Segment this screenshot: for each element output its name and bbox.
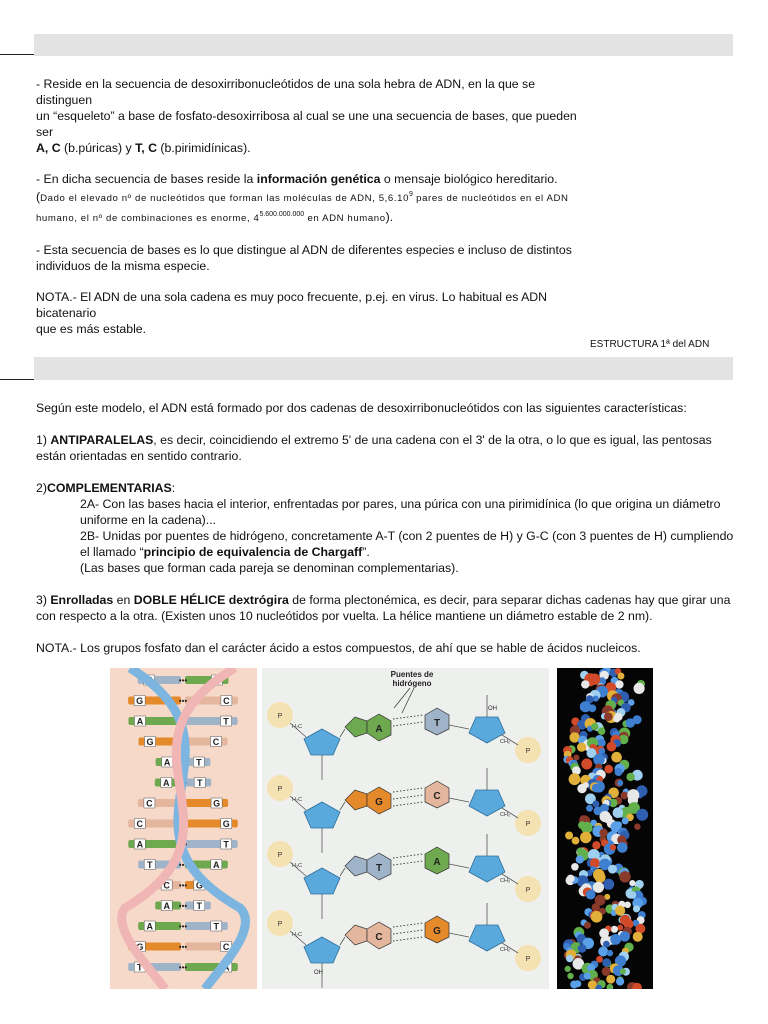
atom-sphere	[617, 673, 624, 680]
base-left-letter: T	[375, 863, 383, 874]
atom-sphere	[606, 975, 615, 984]
h2c-label: H₂C	[292, 932, 303, 938]
helix-letter-right: T	[223, 839, 229, 850]
base-left-letter: C	[375, 932, 383, 943]
nota-1: NOTA.- El ADN de una sola cadena es muy poco frecuente, p.ej. en virus. Lo habitual es ADN bicatenario que es más estable.	[36, 290, 548, 337]
atom-sphere	[566, 955, 573, 962]
atom-sphere	[599, 829, 607, 837]
atom-sphere	[588, 704, 596, 712]
atom-sphere	[577, 743, 586, 752]
chem-title-line2: hidrógeno	[392, 679, 432, 688]
atom-sphere	[610, 844, 616, 850]
phosphate-left-label: P	[277, 786, 283, 793]
atom-sphere	[629, 880, 635, 886]
helix-letter-left: C	[163, 880, 170, 891]
atom-sphere	[610, 934, 621, 945]
phosphate-left-label: P	[277, 713, 283, 720]
helix-hydrogen-bonds: •••	[178, 963, 188, 972]
atom-sphere	[586, 805, 593, 812]
base-pairing-diagram	[262, 668, 549, 989]
atom-sphere	[567, 973, 573, 979]
helix-letter-right: C	[212, 737, 220, 747]
helix-letter-left: A	[163, 901, 170, 911]
base-left-letter: A	[375, 724, 383, 735]
atom-sphere	[604, 765, 613, 774]
ch2-label: CH₂	[500, 739, 511, 745]
phosphate-right-label: P	[525, 956, 531, 963]
atom-sphere	[611, 926, 618, 933]
item-2c: (Las bases que forman cada pareja se denominan complementarias).	[80, 561, 459, 575]
item-2b: 2B- Unidas por puentes de hidrógeno, concretamente A-T (con 2 puentes de H) y G-C (con 3 puentes de H) cumpliendo el llamado “principio de equivalencia de Chargaff”.	[80, 529, 734, 559]
atom-sphere	[592, 841, 600, 849]
helix-letter-left: A	[136, 716, 144, 727]
helix-letter-left: A	[163, 757, 171, 768]
helix-letter-right: G	[195, 880, 203, 891]
atom-sphere	[596, 956, 603, 963]
atom-sphere	[572, 837, 580, 845]
item-2: 2)COMPLEMENTARIAS:	[36, 481, 176, 495]
atom-sphere	[576, 855, 584, 863]
intro-text: Según este modelo, el ADN está formado por dos cadenas de desoxirribonucleótidos con las siguientes características:	[36, 401, 687, 415]
base-right-letter: G	[433, 926, 441, 937]
atom-sphere	[592, 784, 601, 793]
atom-sphere	[581, 680, 589, 688]
item-1: 1) ANTIPARALELAS, es decir, coincidiendo el extremo 5' de una cadena con el 3' de la otra, o lo que es igual, las pentosas están orientadas en sentido contrario.	[36, 433, 712, 463]
atom-sphere	[620, 931, 630, 941]
helix-hydrogen-bonds: •••	[178, 819, 188, 829]
h2c-label: H₂C	[292, 724, 303, 730]
atom-sphere	[624, 902, 631, 909]
helix-letter-left: C	[146, 798, 153, 809]
helix-hydrogen-bonds: •••	[178, 778, 188, 788]
section2-text	[36, 400, 736, 656]
atom-sphere	[616, 977, 624, 985]
section-header-bar-2	[34, 357, 733, 380]
helix-letter-left: G	[136, 942, 144, 952]
paragraph-3: - Esta secuencia de bases es lo que distingue al ADN de diferentes especies e incluso de distintos individuos de la misma especie.	[36, 243, 572, 274]
item-2a: 2A- Con las bases hacia el interior, enfrentadas por pares, una púrica con una pirimidínica (lo que origina un diámetro uniforme en la cadena)...	[80, 497, 721, 527]
atom-sphere	[615, 768, 623, 776]
atom-sphere	[586, 890, 596, 900]
paragraph-2: - En dicha secuencia de bases reside la información genética o mensaje biológico hereditario.	[36, 172, 558, 186]
helix-hydrogen-bonds: •••	[178, 840, 188, 849]
atom-sphere	[629, 891, 636, 898]
atom-sphere	[607, 950, 613, 956]
atom-sphere	[571, 863, 579, 871]
helix-letter-right: G	[213, 798, 221, 809]
phosphate-left-label: P	[277, 852, 283, 859]
helix-hydrogen-bonds: •••	[178, 676, 188, 685]
atom-sphere	[578, 944, 587, 953]
atom-sphere	[633, 905, 640, 912]
ch2-label: CH₂	[500, 878, 511, 884]
ch2-label: CH₂	[500, 812, 511, 818]
atom-sphere	[619, 871, 630, 882]
helix-hydrogen-bonds: •••	[178, 901, 188, 911]
space-filling-helix-figure	[557, 668, 653, 989]
paragraph-2-note: (Dado el elevado nº de nucleótidos que forman las moléculas de ADN, 5,6.10$^9$ pares de nucleótidos en el ADN humano, el nº de combinaciones es enorme, $4^{5.600.000.000}$ en ADN humano).	[36, 190, 569, 225]
helix-letter-right: T	[213, 921, 220, 932]
atom-sphere	[597, 739, 605, 747]
atom-sphere	[573, 755, 579, 761]
atom-sphere	[626, 718, 635, 727]
atom-sphere	[593, 869, 605, 881]
atom-sphere	[569, 773, 581, 785]
helix-letter-left: T	[146, 860, 153, 870]
helix-hydrogen-bonds: •••	[178, 717, 188, 726]
h2c-label: H₂C	[292, 863, 303, 869]
ch2-label: CH₂	[500, 947, 511, 953]
helix-letter-right: C	[223, 696, 230, 706]
helix-letter-right: T	[223, 716, 229, 727]
double-helix-figure	[110, 668, 257, 989]
helix-hydrogen-bonds: •••	[178, 860, 188, 870]
h2c-label: H₂C	[292, 797, 303, 803]
atom-sphere	[603, 879, 614, 890]
oh-label-bottom: OH	[314, 970, 323, 976]
atom-sphere	[602, 967, 611, 976]
section-header-bar-1	[34, 34, 733, 56]
helix-letter-left: T	[146, 675, 152, 686]
chem-background	[262, 668, 549, 989]
atom-sphere	[617, 842, 628, 853]
helix-letter-right: A	[223, 962, 230, 973]
phosphate-right-label: P	[525, 821, 531, 828]
phosphate-left-label: P	[277, 921, 283, 928]
helix-hydrogen-bonds: •••	[178, 799, 188, 808]
left-rule-top	[0, 54, 34, 55]
helix-letter-right: T	[196, 901, 203, 911]
base-pairing-figure	[262, 668, 549, 989]
helix-letter-right: A	[213, 675, 221, 686]
helix-letter-right: C	[222, 942, 230, 952]
helix-letter-right: A	[213, 860, 220, 870]
atom-sphere	[634, 683, 645, 694]
atom-sphere	[602, 958, 611, 967]
atom-sphere	[607, 742, 617, 752]
atom-sphere	[620, 968, 626, 974]
paragraph-1: - Reside en la secuencia de desoxirribonucleótidos de una sola hebra de ADN, en la que se distinguen un “esqueleto” a base de fosfato-desoxirribosa al cual se une una secuencia de bases, que pueden ser A, C (b.púricas) y T, C (b.pirimidínicas).	[36, 77, 577, 155]
helix-letter-left: G	[146, 737, 154, 747]
atom-sphere	[598, 947, 608, 957]
base-right-letter: T	[433, 718, 441, 729]
phosphate-right-label: P	[525, 748, 531, 755]
caption-estructura: ESTRUCTURA 1ª del ADN	[590, 339, 710, 350]
atom-sphere	[626, 773, 634, 781]
helix-hydrogen-bonds: •••	[178, 942, 188, 952]
atom-sphere	[615, 680, 623, 688]
helix-letter-right: G	[222, 819, 230, 829]
atom-sphere	[593, 882, 604, 893]
atom-sphere	[574, 980, 581, 987]
atom-sphere	[591, 723, 598, 730]
space-filling-model	[557, 668, 653, 989]
helix-letter-left: A	[146, 921, 153, 932]
atom-sphere	[611, 752, 622, 763]
atom-sphere	[617, 925, 623, 931]
double-helix-illustration	[110, 668, 257, 989]
nota-2: NOTA.- Los grupos fosfato dan el carácter ácido a estos compuestos, de ahí que se hable de ácidos nucleicos.	[36, 641, 641, 655]
atom-sphere	[592, 903, 600, 911]
atom-sphere	[608, 865, 617, 874]
atom-sphere	[581, 759, 592, 770]
atom-sphere	[633, 932, 643, 942]
base-right-letter: C	[433, 791, 441, 802]
helix-letter-right: T	[196, 757, 202, 768]
item-3: 3) Enrolladas en DOBLE HÉLICE dextrógira de forma plectonémica, es decir, para separar dichas cadenas hay que girar una con respecto a la otra. (Existen unos 10 nucleótidos por vuelta. La hélice mantiene un diámetro estable de 2 nm).	[36, 593, 731, 623]
atom-sphere	[577, 784, 586, 793]
chem-title-line1: Puentes de	[390, 670, 434, 679]
helix-letter-left: G	[136, 696, 144, 706]
oh-label-top: OH	[488, 706, 497, 712]
helix-hydrogen-bonds: •••	[178, 737, 188, 747]
atom-sphere	[636, 809, 648, 821]
atom-sphere	[598, 727, 606, 735]
phosphate-right-label: P	[525, 887, 531, 894]
atom-sphere	[565, 832, 573, 840]
atom-sphere	[584, 972, 591, 979]
atom-sphere	[613, 807, 624, 818]
section1-text	[36, 76, 581, 337]
atom-sphere	[584, 922, 591, 929]
atom-sphere	[565, 966, 571, 972]
helix-letter-left: T	[136, 962, 143, 973]
helix-hydrogen-bonds: •••	[178, 758, 188, 767]
helix-letter-left: C	[136, 819, 143, 829]
helix-hydrogen-bonds: •••	[178, 922, 188, 931]
helix-letter-left: A	[163, 778, 170, 788]
atom-sphere	[617, 780, 623, 786]
atom-sphere	[580, 832, 592, 844]
helix-letter-right: T	[196, 778, 203, 788]
helix-letter-left: A	[136, 839, 144, 850]
atom-sphere	[592, 801, 599, 808]
base-right-letter: A	[433, 857, 441, 868]
atom-sphere	[591, 911, 603, 923]
atom-sphere	[621, 792, 629, 800]
atom-sphere	[634, 824, 640, 830]
atom-sphere	[613, 716, 620, 723]
atom-sphere	[604, 712, 613, 721]
helix-hydrogen-bonds: •••	[178, 881, 188, 890]
helix-hydrogen-bonds: •••	[178, 696, 188, 706]
atom-sphere	[567, 875, 575, 883]
atom-sphere	[622, 817, 629, 824]
base-left-letter: G	[375, 797, 383, 808]
left-rule-bottom	[0, 379, 34, 380]
